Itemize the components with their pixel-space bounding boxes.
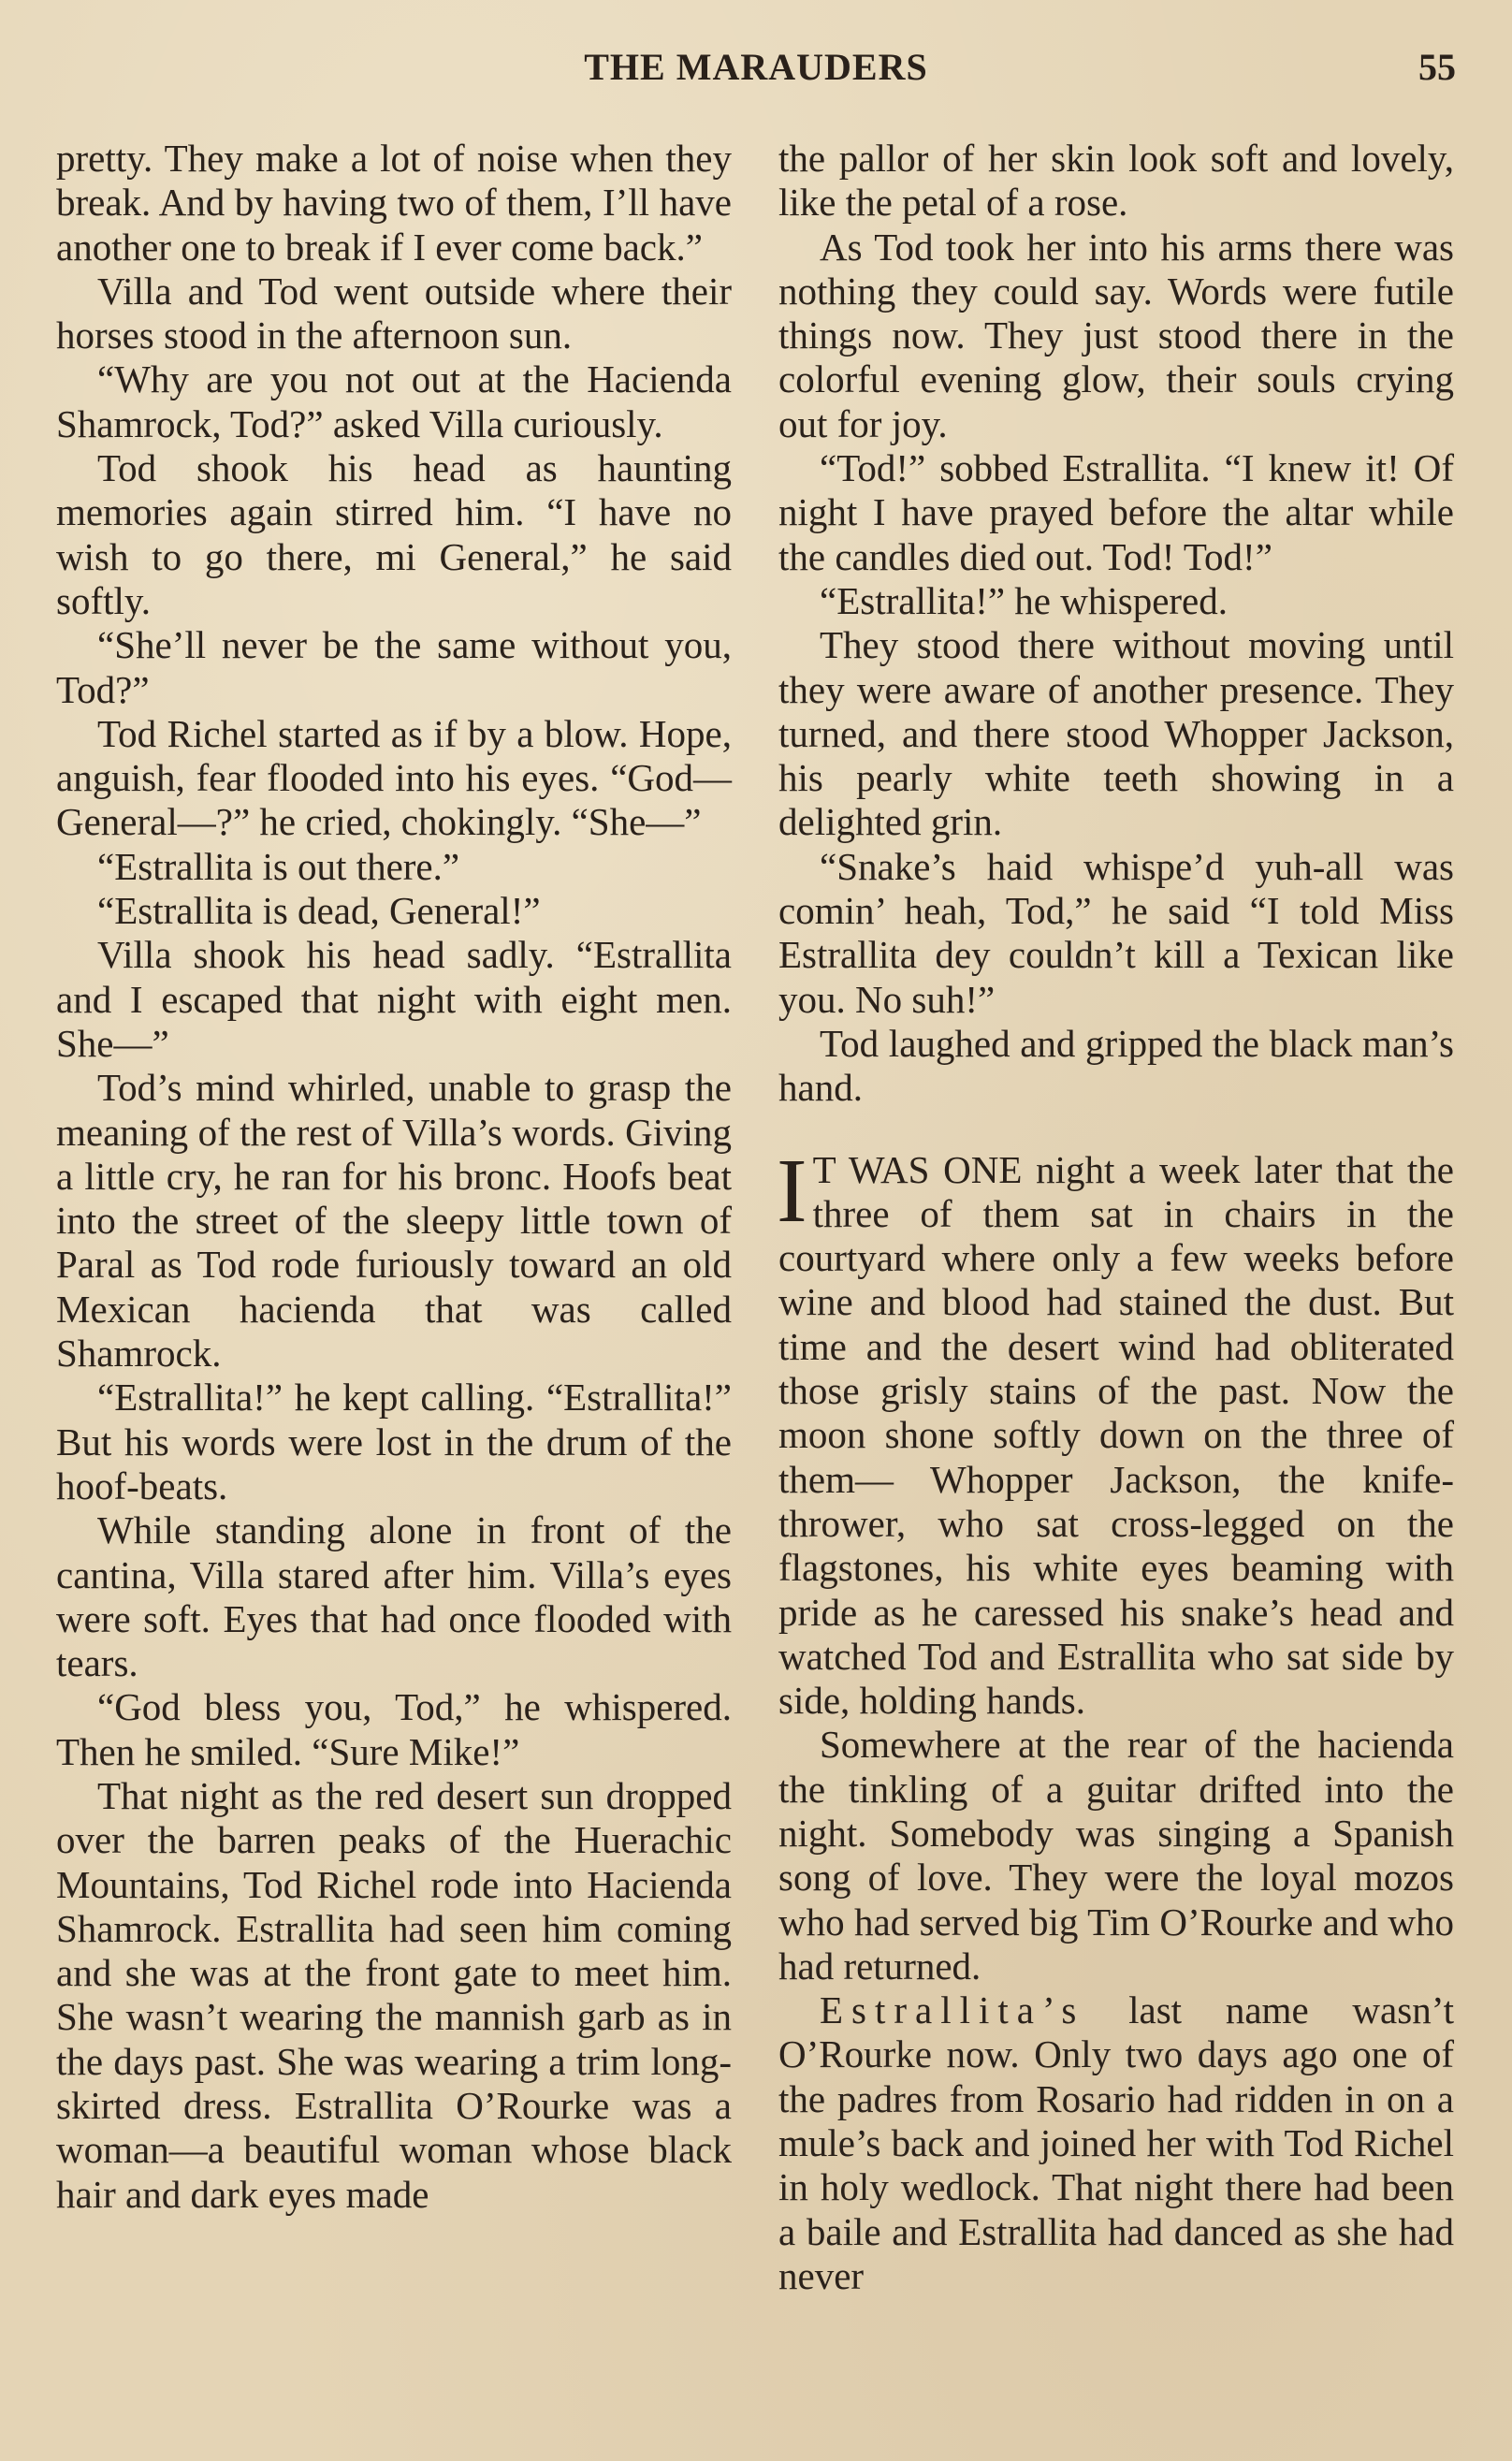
- paragraph: “Estrallita!” he kept calling. “Estrallita!” But his words were lost in the drum of the hoof-beats.: [56, 1376, 732, 1507]
- paragraph: Villa shook his head sadly. “Estrallita and I escaped that night with eight men. She—”: [56, 933, 732, 1065]
- section-opening-paragraph: [777, 1140, 1455, 1724]
- paragraph: “Estrallita is dead, General!”: [97, 889, 541, 933]
- paragraph: “She’ll never be the same without you, Tod?”: [56, 623, 732, 711]
- drop-cap: I: [777, 1140, 807, 1242]
- paragraph: While standing alone in front of the cantina, Villa stared after him. Villa’s eyes were soft. Eyes that had once flooded with tears.: [56, 1508, 732, 1685]
- letterspaced-word: Estrallita’s: [820, 1988, 1085, 2032]
- paragraph: Tod Richel started as if by a blow. Hope, anguish, fear flooded into his eyes. “God—General—?” he cried, chokingly. “She—”: [56, 711, 732, 844]
- paragraph: Tod’s mind whirled, unable to grasp the meaning of the rest of Villa’s words. Giving a little cry, he ran for his bronc. Hoofs beat into the street of the sleepy little town of Paral as Tod rode furiously toward an old Mexican hacienda that was called Shamrock.: [56, 1066, 732, 1376]
- paragraph: “Estrallita!” he whispered.: [820, 578, 1228, 622]
- page-number: 55: [1418, 46, 1456, 88]
- paragraph: “Why are you not out at the Hacienda Shamrock, Tod?” asked Villa curiously.: [56, 357, 732, 445]
- paragraph: pretty. They make a lot of noise when they break. And by having two of them, I’ll have another one to break if I ever come back.”: [56, 137, 732, 269]
- paragraph: “Estrallita is out there.”: [97, 844, 460, 888]
- paragraph: Tod laughed and gripped the black man’s hand.: [778, 1021, 1454, 1110]
- paragraph: Somewhere at the rear of the hacienda the tinkling of a guitar drifted into the night. Somebody was singing a Spanish song of love. They were the loyal mozos who had served big Tim O’Rourke and who had returned.: [778, 1723, 1454, 1988]
- paragraph: “Tod!” sobbed Estrallita. “I knew it! Of night I have prayed before the altar while the candles died out. Tod! Tod!”: [778, 446, 1454, 578]
- page-header: [56, 45, 1456, 101]
- running-title: THE MARAUDERS: [584, 46, 928, 88]
- paragraph: “God bless you, Tod,” he whispered. Then he smiled. “Sure Mike!”: [56, 1685, 732, 1773]
- right-column: [778, 137, 1454, 2298]
- section-opening-words: T WAS ONE: [812, 1147, 1023, 1191]
- paragraph: Villa and Tod went outside where their horses stood in the afternoon sun.: [56, 269, 732, 357]
- paragraph: Tod shook his head as haunting memories again stirred him. “I have no wish to go there, mi General,” he said softly.: [56, 446, 732, 622]
- paragraph: They stood there without moving until they were aware of another presence. They turned, and there stood Whopper Jackson, his pearly white teeth showing in a delighted grin.: [778, 623, 1454, 844]
- paragraph: [778, 1988, 1454, 2298]
- paragraph: That night as the red desert sun dropped over the barren peaks of the Huerachic Mountains, Tod Richel rode into Hacienda Shamrock. Estrallita had seen him coming and she was at the front gate to meet him. She wasn’t wearing the mannish garb as in the days past. She was wearing a trim long-skirted dress. Estrallita O’Rourke was a woman—a beautiful woman whose black hair and dark eyes made: [56, 1773, 732, 2216]
- paragraph: the pallor of her skin look soft and lovely, like the petal of a rose.: [778, 137, 1454, 225]
- left-column: [56, 137, 732, 2217]
- paragraph-text: last name wasn’t O’Rourke now. Only two days ago one of the padres from Rosario had ridden in on a mule’s back and joined her with Tod Richel in holy wedlock. That night there had been a baile and Estrallita had danced as she had never: [778, 1988, 1454, 2297]
- paragraph: As Tod took her into his arms there was nothing they could say. Words were futile things now. They just stood there in the colorful evening glow, their souls crying out for joy.: [778, 225, 1454, 445]
- paragraph: “Snake’s haid whispe’d yuh-all was comin’ heah, Tod,” he said “I told Miss Estrallita dey couldn’t kill a Texican like you. No suh!”: [778, 844, 1454, 1021]
- section-opening-text: night a week later that the three of them sat in chairs in the courtyard where only a few weeks before wine and blood had stained the dust. But time and the desert wind had obliterated those grisly stains of the past. Now the moon shone softly down on the three of them— Whopper Jackson, the knife-thrower, who sat cross-legged on the flagstones, his white eyes beaming with pride as he caressed his snake’s head and watched Tod and Estrallita who sat side by side, holding hands.: [778, 1147, 1455, 1723]
